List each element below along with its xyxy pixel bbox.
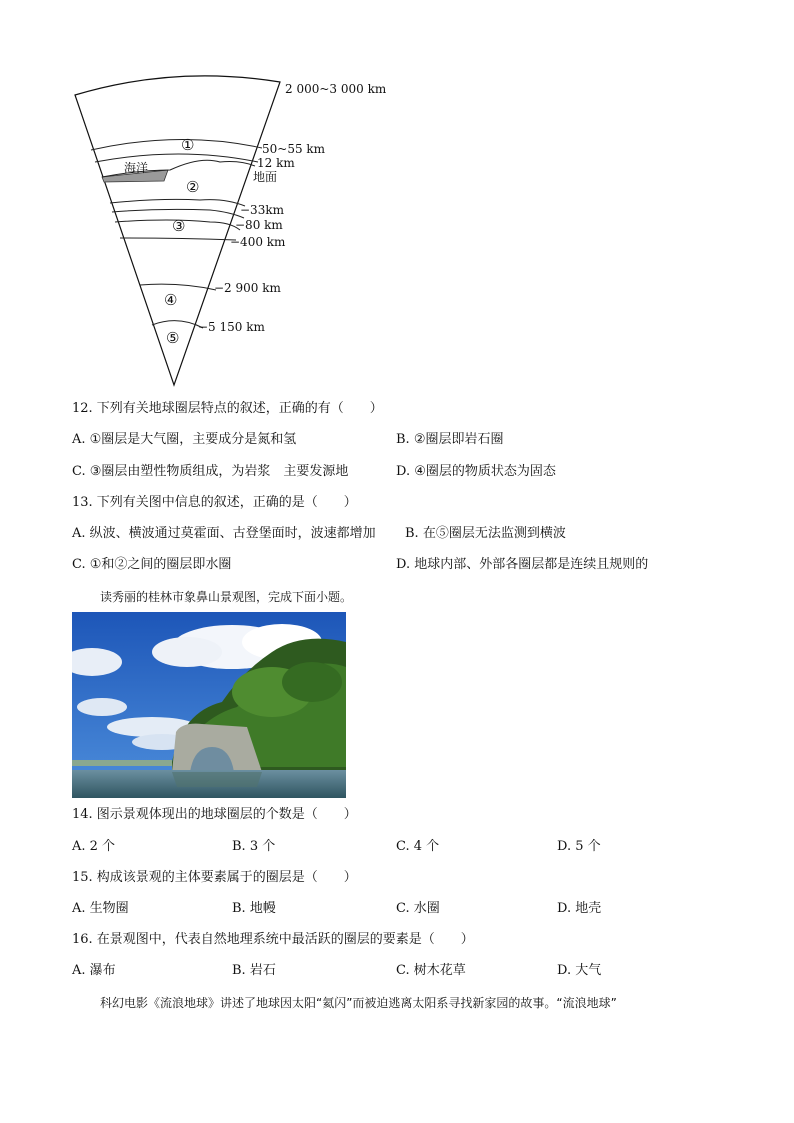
q15-option-b[interactable]: B. 地幔	[232, 901, 276, 916]
label-depth-12: 12 km	[257, 156, 295, 170]
label-depth-400: −400 km	[230, 235, 286, 249]
label-depth-5150: −5 150 km	[198, 320, 265, 334]
q15-option-d[interactable]: D. 地壳	[557, 901, 602, 916]
q16-option-b[interactable]: B. 岩石	[232, 963, 276, 978]
q16-option-d[interactable]: D. 大气	[557, 963, 602, 978]
label-ground: 地面	[253, 170, 278, 184]
q12-option-c[interactable]: C. ③圈层由塑性物质组成，为岩浆 主要发源地	[72, 464, 349, 479]
label-depth-2900: −2 900 km	[214, 281, 281, 295]
q13-option-b[interactable]: B. 在⑤圈层无法监测到横波	[405, 526, 566, 541]
wandering-earth-prompt: 科幻电影《流浪地球》讲述了地球因太阳“氦闪”而被迫逃离太阳系寻找新家园的故事。“流浪地球”	[100, 996, 617, 1010]
q16-option-a[interactable]: A. 瀑布	[72, 963, 116, 978]
question-13-stem: 13. 下列有关图中信息的叙述，正确的是（ ）	[72, 495, 357, 510]
q14-option-a[interactable]: A. 2 个	[72, 839, 116, 854]
label-layer-3: ③	[172, 217, 186, 235]
q12-option-d[interactable]: D. ④圈层的物质状态为固态	[396, 464, 556, 479]
label-ocean: 海洋	[124, 161, 149, 175]
q12-option-a[interactable]: A. ①圈层是大气圈，主要成分是氮和氢	[72, 432, 297, 447]
label-depth-33: −33km	[240, 203, 284, 217]
q15-option-c[interactable]: C. 水圈	[396, 901, 440, 916]
q15-option-a[interactable]: A. 生物圈	[72, 901, 129, 916]
question-12-stem: 12. 下列有关地球圈层特点的叙述，正确的有（ ）	[72, 401, 383, 416]
q13-option-a[interactable]: A. 纵波、横波通过莫霍面、古登堡面时，波速都增加	[72, 526, 376, 541]
q14-option-c[interactable]: C. 4 个	[396, 839, 440, 854]
label-layer-5: ⑤	[166, 329, 180, 347]
label-depth-50-55: 50~55 km	[262, 142, 326, 156]
label-top-depth: 2 000~3 000 km	[285, 82, 387, 96]
q12-option-b[interactable]: B. ②圈层即岩石圈	[396, 432, 504, 447]
label-layer-4: ④	[164, 291, 178, 309]
q14-option-b[interactable]: B. 3 个	[232, 839, 276, 854]
question-15-stem: 15. 构成该景观的主体要素属于的圈层是（ ）	[72, 870, 357, 885]
question-14-stem: 14. 图示景观体现出的地球圈层的个数是（ ）	[72, 807, 357, 822]
elephant-trunk-hill-photo	[72, 612, 346, 798]
label-depth-80: −80 km	[235, 218, 283, 232]
q13-option-c[interactable]: C. ①和②之间的圈层即水圈	[72, 557, 232, 572]
q14-option-d[interactable]: D. 5 个	[557, 839, 601, 854]
label-layer-1: ①	[181, 136, 195, 154]
reading-prompt: 读秀丽的桂林市象鼻山景观图，完成下面小题。	[100, 590, 353, 604]
q13-option-d[interactable]: D. 地球内部、外部各圈层都是连续且规则的	[396, 557, 649, 572]
q16-option-c[interactable]: C. 树木花草	[396, 963, 466, 978]
question-16-stem: 16. 在景观图中，代表自然地理系统中最活跃的圈层的要素是（ ）	[72, 932, 474, 947]
label-layer-2: ②	[186, 178, 200, 196]
